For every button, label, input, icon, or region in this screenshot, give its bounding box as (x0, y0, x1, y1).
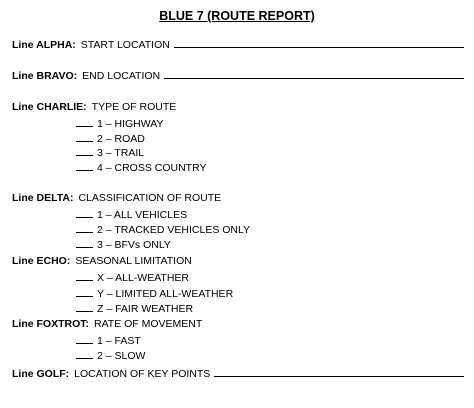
charlie-option (76, 132, 145, 145)
line-foxtrot-label: Line FOXTROT: (12, 318, 89, 330)
line-charlie (12, 101, 464, 115)
foxtrot-option-blank[interactable] (76, 349, 93, 359)
line-bravo-label: Line BRAVO: (12, 70, 78, 82)
delta-option-blank[interactable] (76, 208, 93, 218)
delta-option (76, 238, 171, 251)
line-golf (12, 366, 464, 380)
line-echo-label: Line ECHO: (12, 255, 71, 267)
charlie-option-blank[interactable] (76, 132, 93, 142)
echo-option-blank[interactable] (76, 287, 93, 297)
line-delta (12, 192, 464, 206)
line-foxtrot (12, 318, 464, 332)
echo-option-blank[interactable] (76, 271, 93, 281)
charlie-option-blank[interactable] (76, 117, 93, 127)
line-echo-text: SEASONAL LIMITATION (75, 255, 192, 267)
charlie-option-label: 4 – CROSS COUNTRY (97, 162, 207, 174)
foxtrot-option (76, 334, 141, 347)
echo-option-blank[interactable] (76, 302, 93, 312)
foxtrot-option-blank[interactable] (76, 334, 93, 344)
charlie-option-label: 3 – TRAIL (97, 147, 145, 159)
echo-option (76, 271, 189, 284)
line-delta-text: CLASSIFICATION OF ROUTE (78, 192, 222, 204)
delta-option-blank[interactable] (76, 238, 93, 248)
echo-option-label: X – ALL-WEATHER (97, 272, 189, 284)
charlie-option-label: 1 – HIGHWAY (97, 118, 164, 130)
charlie-option-blank[interactable] (76, 146, 93, 156)
line-charlie-label: Line CHARLIE: (12, 101, 87, 113)
delta-option (76, 223, 250, 236)
line-alpha (12, 37, 464, 51)
line-golf-text: LOCATION OF KEY POINTS (74, 368, 211, 380)
charlie-option (76, 146, 144, 159)
delta-option-label: 2 – TRACKED VEHICLES ONLY (97, 224, 251, 236)
line-delta-label: Line DELTA: (12, 192, 74, 204)
echo-option-label: Y – LIMITED ALL-WEATHER (97, 288, 234, 300)
charlie-option-label: 2 – ROAD (97, 133, 145, 145)
line-golf-label: Line GOLF: (12, 368, 70, 380)
charlie-option (76, 161, 207, 174)
echo-option (76, 287, 233, 300)
foxtrot-option-label: 1 – FAST (97, 335, 141, 347)
delta-option-label: 3 – BFVs ONLY (97, 239, 171, 251)
line-bravo (12, 68, 464, 82)
echo-option (76, 302, 193, 315)
delta-option (76, 208, 187, 221)
echo-option-label: Z – FAIR WEATHER (97, 303, 194, 315)
start-location-field[interactable] (174, 37, 464, 48)
foxtrot-option (76, 349, 145, 362)
line-bravo-text: END LOCATION (82, 70, 161, 82)
line-foxtrot-text: RATE OF MOVEMENT (94, 318, 203, 330)
line-charlie-text: TYPE OF ROUTE (91, 101, 177, 113)
end-location-field[interactable] (164, 68, 464, 79)
charlie-option-blank[interactable] (76, 161, 93, 171)
line-alpha-text: START LOCATION (80, 39, 170, 51)
line-echo (12, 255, 464, 269)
charlie-option (76, 117, 164, 130)
line-alpha-label: Line ALPHA: (12, 39, 76, 51)
foxtrot-option-label: 2 – SLOW (97, 350, 146, 362)
delta-option-label: 1 – ALL VEHICLES (97, 209, 188, 221)
delta-option-blank[interactable] (76, 223, 93, 233)
form-title: BLUE 7 (ROUTE REPORT) (159, 9, 315, 23)
key-points-field[interactable] (214, 366, 464, 377)
